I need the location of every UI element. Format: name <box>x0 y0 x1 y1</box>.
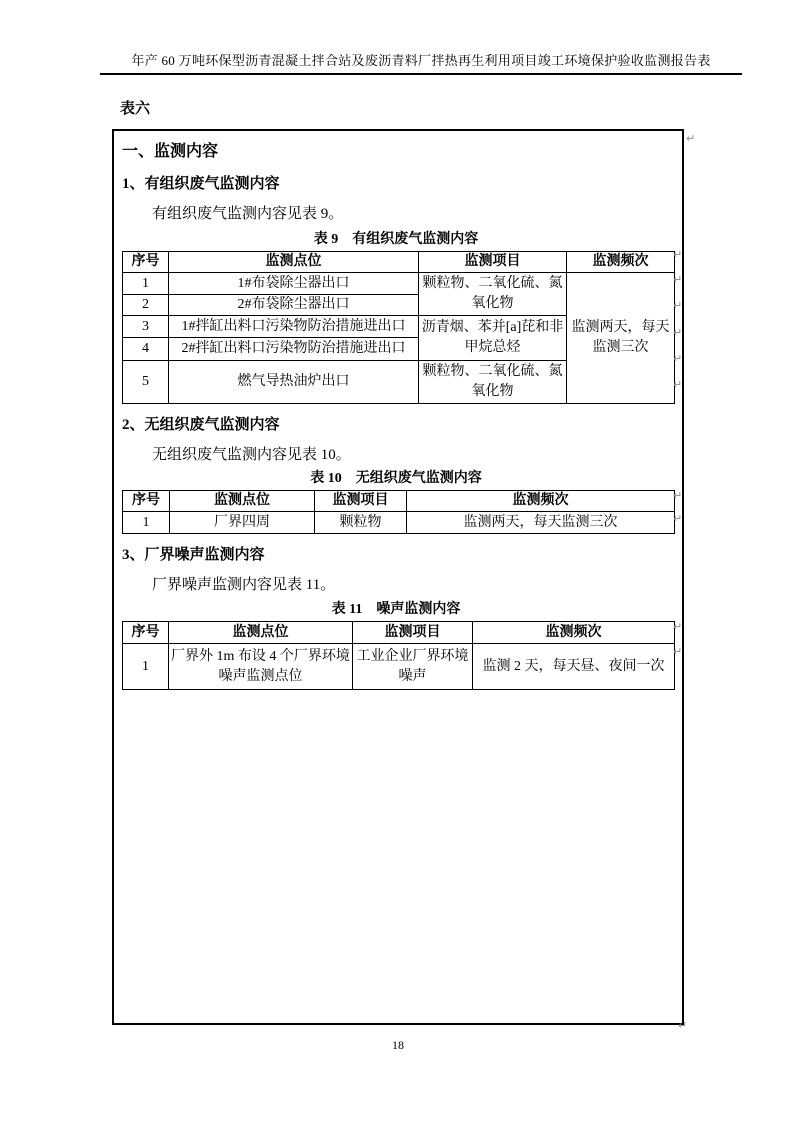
table11-header-item: 监测项目 <box>353 622 473 644</box>
table9-caption: 表 9 有组织废气监测内容 <box>313 232 479 247</box>
table-cell-item: 颗粒物、二氧化硫、氮氧化物 <box>419 273 567 316</box>
section2-intro: 无组织废气监测内容见表 10。 <box>152 447 351 463</box>
paragraph-mark-icon: ↵ <box>673 273 683 286</box>
paragraph-mark-icon: ↵ <box>678 1019 688 1032</box>
table-cell-no: 5 <box>123 361 169 404</box>
table-cell-no: 1 <box>123 644 169 690</box>
table-cell-point: 厂界四周 <box>170 512 315 534</box>
section2-title: 2、无组织废气监测内容 <box>122 417 280 433</box>
table10-header-no: 序号 <box>123 491 170 512</box>
running-header-title: 年产 60 万吨环保型沥青混凝土拌合站及废沥青料厂拌热再生利用项目竣工环境保护验收监测报告表 <box>100 50 742 75</box>
paragraph-mark-icon: ↵ <box>673 352 683 365</box>
paragraph-mark-icon: ↵ <box>673 512 683 525</box>
table11-header-frequency: 监测频次 <box>473 622 675 644</box>
table11-caption: 表 11 噪声监测内容 <box>331 602 461 617</box>
section1-title: 1、有组织废气监测内容 <box>122 176 280 192</box>
section-main-title: 一、监测内容 <box>122 143 219 160</box>
table-cell-item: 工业企业厂界环境噪声 <box>353 644 473 690</box>
table11-noise <box>122 621 675 690</box>
table-cell-item: 颗粒物、二氧化硫、氮氧化物 <box>419 361 567 404</box>
table10-header-frequency: 监测频次 <box>407 491 675 512</box>
paragraph-mark-icon: ↵ <box>673 378 683 391</box>
table-cell-item: 颗粒物 <box>315 512 407 534</box>
table9-organized-waste-gas <box>122 251 675 404</box>
table-cell-point: 燃气导热油炉出口 <box>169 361 419 404</box>
table-cell-no: 1 <box>123 512 170 534</box>
table9-header-frequency: 监测频次 <box>567 252 675 273</box>
table11-header-row <box>123 622 675 644</box>
table10-header-item: 监测项目 <box>315 491 407 512</box>
paragraph-mark-icon: ↵ <box>673 489 683 502</box>
paragraph-mark-icon: ↵ <box>673 326 683 339</box>
content-border-box <box>112 129 684 1025</box>
table-cell-item: 沥青烟、苯并[a]芘和非甲烷总烃 <box>419 316 567 361</box>
table9-header-no: 序号 <box>123 252 169 273</box>
table10-caption: 表 10 无组织废气监测内容 <box>310 471 482 486</box>
table9-header-item: 监测项目 <box>419 252 567 273</box>
table-cell-frequency: 监测 2 天，每天昼、夜间一次 <box>473 644 675 690</box>
table9-header-point: 监测点位 <box>169 252 419 273</box>
table-row <box>123 512 675 534</box>
table-six-label: 表六 <box>120 101 151 117</box>
paragraph-mark-icon: ↵ <box>673 620 683 633</box>
table-cell-no: 3 <box>123 316 169 338</box>
table10-header-row <box>123 491 675 512</box>
table-cell-point: 厂界外 1m 布设 4 个厂界环境噪声监测点位 <box>169 644 353 690</box>
table-cell-no: 1 <box>123 273 169 295</box>
table-cell-no: 4 <box>123 338 169 361</box>
table-cell-point: 1#布袋除尘器出口 <box>169 273 419 295</box>
table-row <box>123 273 675 295</box>
paragraph-mark-icon: ↵ <box>673 299 683 312</box>
section1-intro: 有组织废气监测内容见表 9。 <box>152 206 344 222</box>
paragraph-mark-icon: ↵ <box>673 645 683 658</box>
table-cell-frequency: 监测两天，每天监测三次 <box>407 512 675 534</box>
table10-header-point: 监测点位 <box>170 491 315 512</box>
table-cell-point: 2#布袋除尘器出口 <box>169 295 419 316</box>
table-cell-point: 1#拌缸出料口污染物防治措施进出口 <box>169 316 419 338</box>
section3-title: 3、厂界噪声监测内容 <box>122 547 265 563</box>
table-cell-no: 2 <box>123 295 169 316</box>
table-cell-point: 2#拌缸出料口污染物防治措施进出口 <box>169 338 419 361</box>
table-cell-frequency: 监测两天，每天监测三次 <box>567 273 675 404</box>
table-row <box>123 644 675 690</box>
page-number: 18 <box>392 1038 404 1052</box>
table9-header-row <box>123 252 675 273</box>
paragraph-mark-icon: ↵ <box>673 248 683 261</box>
table11-header-no: 序号 <box>123 622 169 644</box>
table11-header-point: 监测点位 <box>169 622 353 644</box>
section3-intro: 厂界噪声监测内容见表 11。 <box>152 577 336 593</box>
paragraph-mark-icon: ↵ <box>686 132 696 145</box>
table10-unorganized-waste-gas <box>122 490 675 534</box>
